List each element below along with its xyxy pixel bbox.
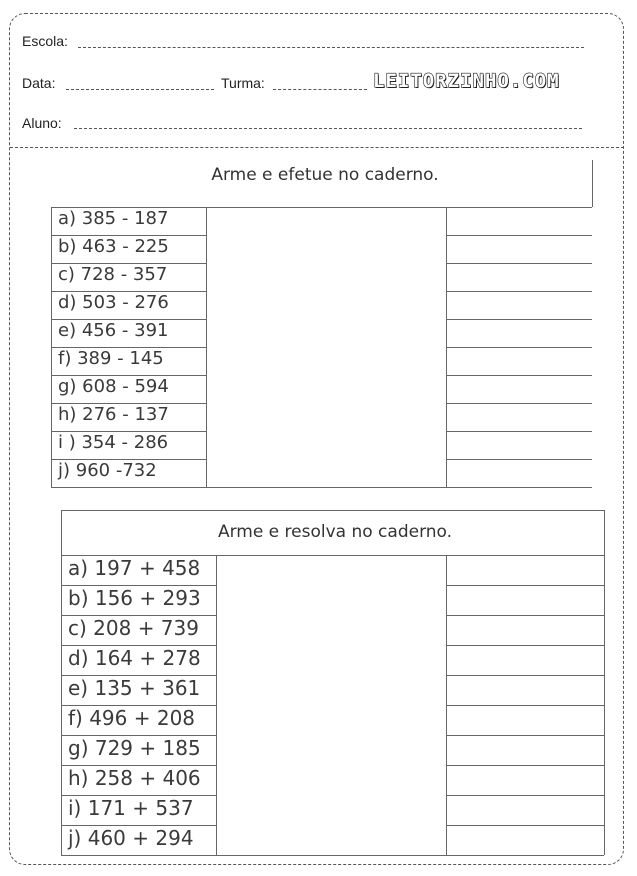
class-line <box>273 89 367 90</box>
table-column-line <box>61 510 62 855</box>
exercise1-item: f) 389 - 145 <box>58 348 164 369</box>
table-row-line <box>446 207 592 208</box>
exercise1-item: j) 960 -732 <box>58 460 157 481</box>
table-row-line <box>446 735 604 736</box>
table-row-line <box>216 555 446 556</box>
exercise2-item: g) 729 + 185 <box>68 736 201 760</box>
exercise2-item: c) 208 + 739 <box>68 616 199 640</box>
class-label: Turma: <box>221 75 265 91</box>
exercise2-item: j) 460 + 294 <box>68 826 194 850</box>
exercise2-item: d) 164 + 278 <box>68 646 201 670</box>
exercise-addition-title: Arme e resolva no caderno. <box>217 522 453 542</box>
table-row-line <box>446 375 592 376</box>
table-column-line <box>592 160 593 207</box>
table-row-line <box>446 615 604 616</box>
table-row-line <box>206 207 446 208</box>
table-row-line <box>446 795 604 796</box>
table-column-line <box>216 555 217 855</box>
table-column-line <box>604 510 605 855</box>
table-row-line <box>446 705 604 706</box>
table-row-line <box>446 431 592 432</box>
exercise-subtraction-title: Arme e efetue no caderno. <box>211 165 439 185</box>
exercise1-item: i ) 354 - 286 <box>58 432 169 453</box>
table-row-line <box>446 675 604 676</box>
exercise2-item: h) 258 + 406 <box>68 766 201 790</box>
student-label: Aluno: <box>22 115 62 131</box>
exercise2-item: e) 135 + 361 <box>68 676 201 700</box>
table-row-line <box>206 487 446 488</box>
table-row-line <box>216 855 446 856</box>
header-separator <box>10 147 624 148</box>
table-row-line <box>446 347 592 348</box>
table-row-line <box>446 855 604 856</box>
table-row-line <box>446 403 592 404</box>
exercise1-item: c) 728 - 357 <box>58 264 168 285</box>
exercise2-item: b) 156 + 293 <box>68 586 201 610</box>
table-row-line <box>446 765 604 766</box>
school-line <box>78 47 584 48</box>
table-row-line <box>446 555 604 556</box>
date-line <box>66 89 214 90</box>
table-row-line <box>446 263 592 264</box>
table-column-line <box>206 207 207 487</box>
table-row-line <box>446 487 592 488</box>
exercise1-item: h) 276 - 137 <box>58 404 169 425</box>
student-line <box>74 128 582 129</box>
table-row-line <box>446 585 604 586</box>
exercise1-item: d) 503 - 276 <box>58 292 169 313</box>
table-row-line <box>446 825 604 826</box>
brand-logo: LEITORZINHO.COM <box>373 70 560 92</box>
table-row-line <box>446 235 592 236</box>
exercise2-item: i) 171 + 537 <box>68 796 194 820</box>
table-row-line <box>446 645 604 646</box>
exercise1-item: a) 385 - 187 <box>58 208 169 229</box>
table-row-line <box>446 319 592 320</box>
exercise2-item: f) 496 + 208 <box>68 706 196 730</box>
date-label: Data: <box>22 75 56 91</box>
table-top-border <box>61 510 604 511</box>
exercise1-item: b) 463 - 225 <box>58 236 169 257</box>
table-row-line <box>446 291 592 292</box>
school-label: Escola: <box>22 33 68 49</box>
exercise1-item: e) 456 - 391 <box>58 320 169 341</box>
table-row-line <box>51 487 206 488</box>
table-row-line <box>446 459 592 460</box>
exercise2-item: a) 197 + 458 <box>68 556 201 580</box>
exercise1-item: g) 608 - 594 <box>58 376 169 397</box>
table-row-line <box>61 855 216 856</box>
